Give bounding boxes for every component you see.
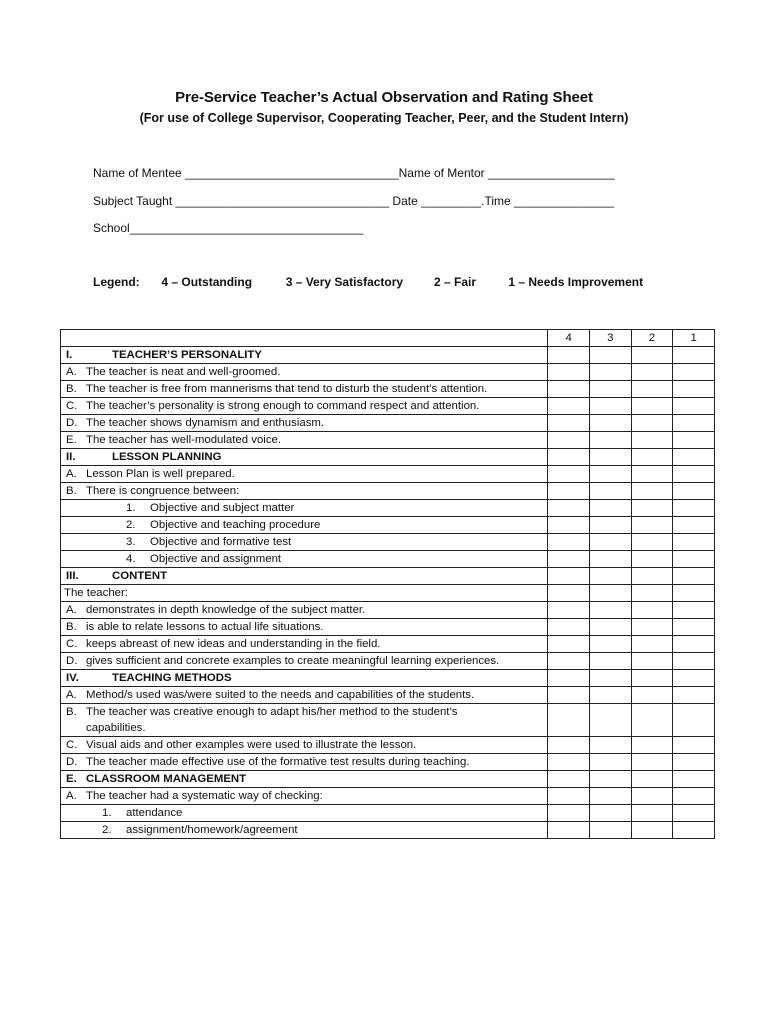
header-score-1: 1 [673,330,715,347]
item-letter: B. [66,621,77,633]
score-cell[interactable] [673,415,715,432]
score-cell[interactable] [590,551,632,568]
score-cell[interactable] [590,704,632,737]
score-cell[interactable] [548,466,590,483]
header-blank-cell [61,330,548,347]
item-letter: A. [66,689,77,701]
section-title: TEACHING METHODS [112,672,232,684]
score-cell[interactable] [548,771,590,788]
score-cell[interactable] [548,534,590,551]
table-row [61,754,715,771]
item-letter: D. [66,655,78,667]
score-cell[interactable] [631,415,673,432]
score-cell[interactable] [673,551,715,568]
header-score-3: 3 [590,330,632,347]
table-row [61,805,715,822]
section-title: CONTENT [112,570,168,582]
score-cell[interactable] [673,449,715,466]
score-cell[interactable] [590,381,632,398]
table-row [61,788,715,805]
score-cell[interactable] [590,822,632,839]
score-cell[interactable] [631,568,673,585]
section-row [61,568,715,585]
item-text: The teacher is free from mannerisms that tend to disturb the student’s attention. [86,383,488,395]
score-cell[interactable] [673,364,715,381]
section-row [61,771,715,788]
section-number: IV. [66,672,79,684]
score-cell[interactable] [590,568,632,585]
section-row [61,670,715,687]
legend-item-1: 1 – Needs Improvement [508,275,644,289]
item-text: The teacher is neat and well-groomed. [86,366,281,378]
item-number: 3. [126,536,136,548]
score-cell[interactable] [590,687,632,704]
item-text: The teacher’s personality is strong enough to command respect and attention. [86,400,480,412]
score-cell[interactable] [631,534,673,551]
table-row [61,398,715,415]
score-cell[interactable] [631,347,673,364]
legend-item-2: 2 – Fair [434,275,477,289]
score-cell[interactable] [548,347,590,364]
table-row [61,432,715,449]
score-cell[interactable] [590,602,632,619]
item-text: Objective and assignment [150,553,282,565]
section-number: E. [66,773,77,785]
score-cell[interactable] [548,398,590,415]
score-cell[interactable] [590,636,632,653]
score-cell[interactable] [548,805,590,822]
item-text: assignment/homework/agreement [126,824,298,836]
item-number: 1. [126,502,136,514]
score-cell[interactable] [673,398,715,415]
score-cell[interactable] [590,534,632,551]
score-cell[interactable] [631,466,673,483]
score-cell[interactable] [673,788,715,805]
item-letter: B. [66,485,77,497]
score-cell[interactable] [631,381,673,398]
item-letter: C. [66,400,78,412]
score-cell[interactable] [631,653,673,670]
page-subtitle: (For use of College Supervisor, Cooperating Teacher, Peer, and the Student Intern) [139,111,629,125]
item-text: keeps abreast of new ideas and understanding in the field. [86,638,381,650]
score-cell[interactable] [590,517,632,534]
item-letter: B. [66,706,77,718]
score-cell[interactable] [673,517,715,534]
item-letter: D. [66,756,78,768]
score-cell[interactable] [673,687,715,704]
score-cell[interactable] [590,483,632,500]
score-cell[interactable] [590,364,632,381]
score-cell[interactable] [590,805,632,822]
score-cell[interactable] [548,754,590,771]
item-text: The teacher has well-modulated voice. [86,434,282,446]
section-title: CLASSROOM MANAGEMENT [86,773,247,785]
score-cell[interactable] [548,737,590,754]
score-cell[interactable] [548,822,590,839]
score-cell[interactable] [673,585,715,602]
score-cell[interactable] [631,737,673,754]
mentee-mentor-field[interactable]: Name of Mentee ________________________________Name of Mentor ___________________ [93,166,615,180]
item-text: Objective and formative test [150,536,292,548]
score-cell[interactable] [590,466,632,483]
score-cell[interactable] [673,805,715,822]
legend-item-4: 4 – Outstanding [161,275,253,289]
score-cell[interactable] [590,398,632,415]
table-row [61,483,715,500]
header-score-2: 2 [631,330,673,347]
score-cell[interactable] [631,602,673,619]
score-cell[interactable] [590,449,632,466]
score-cell[interactable] [673,432,715,449]
score-cell[interactable] [673,619,715,636]
score-cell[interactable] [673,737,715,754]
item-text: The teacher made effective use of the formative test results during teaching. [86,756,470,768]
score-cell[interactable] [548,381,590,398]
score-cell[interactable] [673,771,715,788]
table-row [61,585,715,602]
score-cell[interactable] [631,771,673,788]
score-cell[interactable] [673,381,715,398]
section-row [61,347,715,364]
score-cell[interactable] [590,585,632,602]
table-row [61,653,715,670]
score-cell[interactable] [631,551,673,568]
score-cell[interactable] [631,398,673,415]
legend [93,275,643,289]
table-row [61,534,715,551]
score-cell[interactable] [590,653,632,670]
score-cell[interactable] [673,754,715,771]
legend-label: Legend: [93,275,140,289]
score-cell[interactable] [548,449,590,466]
item-letter: C. [66,739,78,751]
item-text: Lesson Plan is well prepared. [86,468,235,480]
section-number: III. [66,570,79,582]
table-row [61,500,715,517]
table-row [61,737,715,754]
item-letter: D. [66,417,78,429]
table-row [61,602,715,619]
item-letter: A. [66,366,77,378]
item-text: There is congruence between: [86,485,240,497]
section-row [61,449,715,466]
item-text: gives sufficient and concrete examples to create meaningful learning experiences. [86,655,500,667]
score-cell[interactable] [631,585,673,602]
table-row [61,636,715,653]
score-cell[interactable] [590,619,632,636]
table-row [61,466,715,483]
score-cell[interactable] [673,466,715,483]
score-cell[interactable] [673,483,715,500]
score-cell[interactable] [548,364,590,381]
item-number: 1. [102,807,112,819]
score-cell[interactable] [548,788,590,805]
score-cell[interactable] [548,432,590,449]
score-cell[interactable] [548,551,590,568]
score-cell[interactable] [548,704,590,737]
subject-date-time-field[interactable]: Subject Taught ________________________________ Date _________.Time _______________ [93,194,615,208]
item-text: demonstrates in depth knowledge of the subject matter. [86,604,366,616]
section-number: I. [66,349,73,361]
score-cell[interactable] [548,483,590,500]
section-number: II. [66,451,76,463]
table-row [61,619,715,636]
score-cell[interactable] [631,517,673,534]
score-cell[interactable] [673,602,715,619]
score-cell[interactable] [631,364,673,381]
score-cell[interactable] [548,636,590,653]
score-cell[interactable] [590,788,632,805]
item-text: Objective and subject matter [150,502,295,514]
section-title: LESSON PLANNING [112,451,222,463]
score-cell[interactable] [548,653,590,670]
item-letter: A. [66,468,77,480]
item-letter: E. [66,434,77,446]
score-cell[interactable] [548,585,590,602]
score-cell[interactable] [673,653,715,670]
table-row [61,822,715,839]
item-number: 2. [126,519,136,531]
score-cell[interactable] [590,432,632,449]
score-cell[interactable] [548,687,590,704]
score-cell[interactable] [631,822,673,839]
item-text: Method/s used was/were suited to the needs and capabilities of the students. [86,689,475,701]
rating-table [60,329,715,839]
school-field[interactable]: School___________________________________ [93,221,364,235]
score-cell[interactable] [673,704,715,737]
score-cell[interactable] [673,670,715,687]
item-text: Visual aids and other examples were used to illustrate the lesson. [86,739,417,751]
page-title: Pre-Service Teacher’s Actual Observation and Rating Sheet [175,89,593,106]
item-text: The teacher: [61,585,548,602]
score-cell[interactable] [631,704,673,737]
score-cell[interactable] [590,415,632,432]
score-cell[interactable] [548,415,590,432]
score-cell[interactable] [590,347,632,364]
item-letter: A. [66,604,77,616]
item-number: 2. [102,824,112,836]
score-cell[interactable] [631,483,673,500]
score-cell[interactable] [548,670,590,687]
score-cell[interactable] [590,670,632,687]
score-cell[interactable] [631,687,673,704]
table-row [61,704,715,737]
score-cell[interactable] [631,500,673,517]
score-cell[interactable] [631,670,673,687]
header-score-4: 4 [548,330,590,347]
table-row [61,364,715,381]
table-row [61,381,715,398]
item-text: The teacher shows dynamism and enthusiasm. [86,417,325,429]
table-header-row [61,330,715,347]
item-number: 4. [126,553,136,565]
legend-item-3: 3 – Very Satisfactory [285,275,404,289]
score-cell[interactable] [631,788,673,805]
score-cell[interactable] [590,500,632,517]
score-cell[interactable] [548,602,590,619]
score-cell[interactable] [631,805,673,822]
item-text: Objective and teaching procedure [150,519,321,531]
item-letter: C. [66,638,78,650]
table-row [61,687,715,704]
score-cell[interactable] [673,347,715,364]
score-cell[interactable] [548,568,590,585]
score-cell[interactable] [590,754,632,771]
table-row [61,517,715,534]
score-cell[interactable] [673,534,715,551]
item-letter: B. [66,383,77,395]
score-cell[interactable] [673,568,715,585]
score-cell[interactable] [673,636,715,653]
item-text: The teacher was creative enough to adapt his/her method to the student’s capabilities. [86,706,458,734]
score-cell[interactable] [631,754,673,771]
score-cell[interactable] [548,517,590,534]
table-row [61,415,715,432]
score-cell[interactable] [548,500,590,517]
score-cell[interactable] [673,822,715,839]
score-cell[interactable] [590,771,632,788]
score-cell[interactable] [631,432,673,449]
section-title: TEACHER’S PERSONALITY [112,349,262,361]
score-cell[interactable] [673,500,715,517]
item-text: is able to relate lessons to actual life situations. [86,621,324,633]
score-cell[interactable] [631,449,673,466]
item-text: The teacher had a systematic way of checking: [86,790,323,802]
table-row [61,551,715,568]
item-letter: A. [66,790,77,802]
score-cell[interactable] [590,737,632,754]
item-text: attendance [126,807,183,819]
score-cell[interactable] [631,619,673,636]
score-cell[interactable] [548,619,590,636]
score-cell[interactable] [631,636,673,653]
